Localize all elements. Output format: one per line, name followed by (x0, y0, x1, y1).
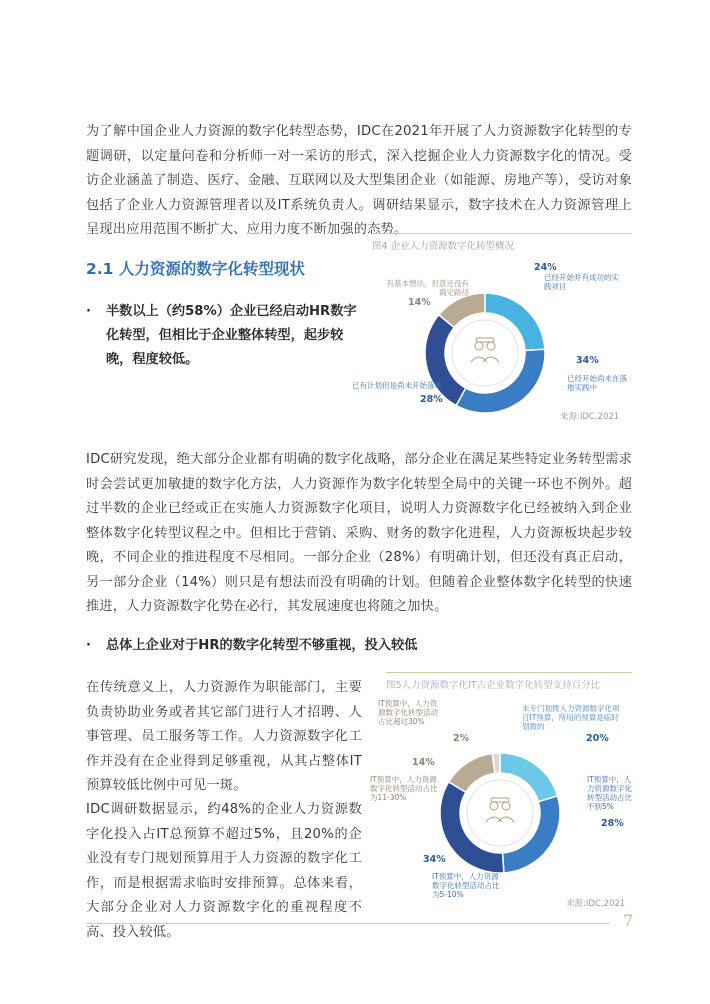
figure4-title: 图4 企业人力资源数字化转型概况 (372, 233, 632, 252)
page-number: 7 (623, 911, 634, 930)
fig4-pct-2: 28% (420, 394, 443, 405)
bullet-text: 半数以上（约58%）企业已经启动HR数字化转型，但相比于企业整体转型，起步较晚，程度较低。 (106, 304, 357, 367)
section-heading: 2.1 人力资源的数字化转型现状 (86, 260, 305, 278)
fig5-pct-3: 14% (412, 757, 435, 768)
fig5-pct-1: 28% (601, 818, 624, 829)
bullet-dot: · (86, 638, 92, 653)
fig4-label-1: 已经开始尚未在落地实践中 (567, 374, 627, 392)
figure5-title: 图5人力资源数字化IT占企业数字化转型支持百分比 (386, 672, 632, 691)
fig5-pct-4: 2% (453, 733, 470, 744)
idc-data-paragraph: IDC调研数据显示，约48%的企业人力资源数字化投入占IT总预算不超过5%，且20%的企业没有专门规划预算用于人力资源的数字化工作，而是根据需求临时安排预算。总体来看，大部分企业对人力资源数字化的重视程度不高、投入较低。 (86, 802, 362, 940)
fig5-pct-2: 34% (423, 854, 446, 865)
fig4-inner-ring (452, 320, 518, 386)
fig4-pct-3: 14% (408, 297, 431, 308)
bullet-point-1 (86, 300, 362, 372)
traditional-hr-paragraph: 在传统意义上，人力资源作为职能部门，主要负责协助业务或者其它部门进行人才招聘、人事管理、员工服务等工作。人力资源数字化工作并没有在企业得到足够重视，从其占整体IT预算较低比例中可见一斑。 (86, 680, 362, 793)
fig5-label-2: IT预算中，人力资源数字化转型活动占比为5-10% (432, 872, 500, 899)
fig5-pct-0: 20% (586, 733, 609, 744)
fig4-pct-0: 24% (534, 262, 557, 273)
figure4-donut-chart (410, 278, 560, 428)
fig4-label-3: 有基本想法，但意还没有确定路径 (386, 279, 469, 297)
fig5-label-4: IT预算中，人力资源数字化转型活动占比超过30% (378, 699, 438, 726)
fig4-label-2: 已有计划但是尚未开始落地 (352, 381, 442, 390)
intro-paragraph: 为了解中国企业人力资源的数字化转型态势，IDC在2021年开展了人力资源数字化转型的专题调研，以定量问卷和分析师一对一采访的形式，深入挖掘企业人力资源数字化的情况。受访企业涵盖了制造、医疗、金融、互联网以及大型集团企业（如能源、房地产等），受访对象包括了企业人力资源管理者以及IT系统负责人。调研结果显示，数字技术在人力资源管理上呈现出应用范围不断扩大、应用力度不断加强的态势。 (86, 124, 632, 237)
fig4-label-0: 已经开始并有成功的实践项目 (544, 273, 619, 291)
idc-findings-paragraph: IDC研究发现，绝大部分企业都有明确的数字化战略，部分企业在满足某些特定业务转型需求时会尝试更加敏捷的数字化方法，人力资源作为数字化转型全局中的关键一环也不例外。超过半数的企业已经或正在实施人力资源数字化项目，说明人力资源数字化已经被纳入到企业整体数字化转型议程之中。但相比于营销、采购、财务的数字化进程，人力资源板块起步较晚，不同企业的推进程度不尽相同。一部分企业（28%）有明确计划，但还没有真正启动，另一部分企业（14%）则只是有想法而没有明确的计划。但随着企业整体数字化转型的快速推进，人力资源数字化势在必行，其发展速度也将随之加快。 (86, 452, 632, 614)
bullet-dot: · (86, 304, 92, 319)
footer-rule (86, 923, 610, 924)
figure5-donut-chart (425, 738, 575, 888)
fig5-label-1: IT预算中，人力资源数字化转型活动占比不到5% (587, 775, 632, 811)
fig4-pct-1: 34% (576, 355, 599, 366)
bullet-point-2 (86, 634, 626, 658)
fig5-label-3: IT预算中，人力资源数字化转型活动占比为11-30% (370, 775, 438, 802)
figure5-source: 来源:IDC,2021 (566, 899, 626, 909)
figure4-source: 来源:IDC,2021 (560, 412, 620, 422)
fig5-label-0: 未专门划拨人力资源数字化项目IT预算，所用的预算是临时划拨的 (522, 704, 620, 731)
fig5-inner-ring (467, 780, 533, 846)
bullet-text: 总体上企业对于HR的数字化转型不够重视，投入较低 (106, 638, 418, 653)
